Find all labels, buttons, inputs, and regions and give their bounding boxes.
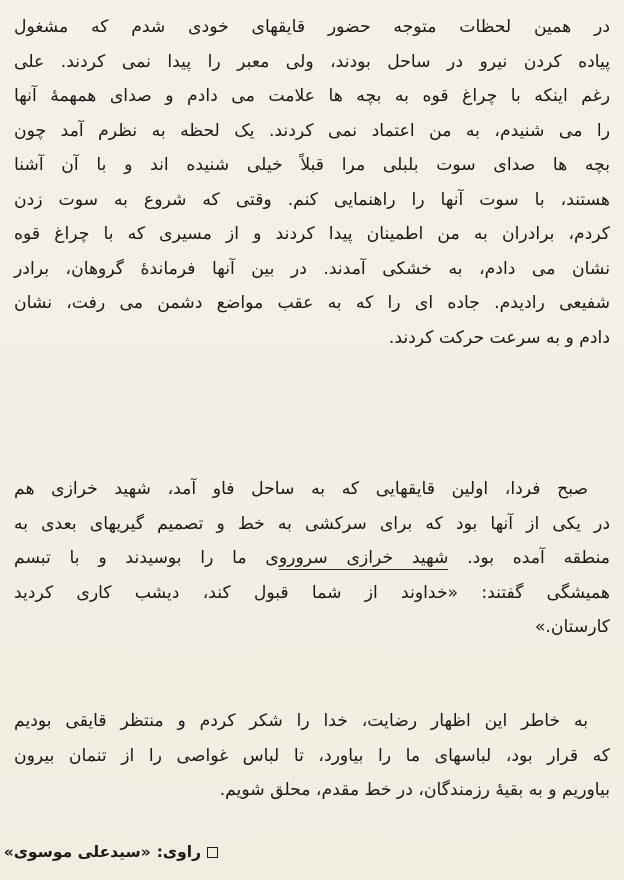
narrator-credit (4, 843, 218, 861)
text-line: هستند، با سوت آنها را راهنمایی کنم. وقتی که شروع به سوت زدن (14, 189, 610, 210)
text-line: صبح فردا، اولین قایقهایی که به ساحل فاو آمد، شهید خرازی هم (14, 479, 588, 499)
narrator-label: راوی: (156, 843, 201, 861)
text-line: همیشگی گفتند: «خداوند از شما قبول کند، دیشب کاری کردید (14, 582, 610, 603)
narrator-name: «سیدعلی موسوی» (3, 843, 151, 861)
underlined-name: شهید خرازی سرورو (278, 548, 449, 568)
paragraph-3 (14, 704, 610, 808)
text-line: بیاوریم و به بقیهٔ رزمندگان، در خط مقدم، محلق شویم. (219, 780, 610, 800)
paragraph-1 (14, 10, 610, 355)
text-line-with-underline (14, 541, 610, 576)
text-line: کردم، برادران به من اطمینان پیدا کردند و از مسیری که با چراغ قوه (14, 224, 610, 244)
text-segment: ی ما را بوسیدند و با تبسم (14, 548, 279, 568)
text-line: را می شنیدم، به من اعتماد نمی کردند. یک لحظه به نظرم آمد چون (14, 120, 610, 141)
text-line: رغم اینکه با چراغ قوه به بچه ها علامت می دادم و صدای همهمهٔ آنها (14, 86, 610, 106)
text-line: به خاطر این اظهار رضایت، خدا را شکر کردم و منتظر قایقی بودیم (14, 711, 588, 731)
text-line: نشان می دادم، به خشکی آمدند. در بین آنها فرماندهٔ گروهان، برادر (14, 258, 610, 279)
text-line: دادم و به سرعت حرکت کردند. (388, 327, 610, 348)
text-segment: منطقه آمده بود. (467, 548, 610, 568)
text-line: پیاده کردن نیرو در ساحل بودند، ولی معبر را پیدا نمی کردند. علی (14, 51, 610, 72)
text-line: که قرار بود، لباسهای ما را بیاورد، تا لباس غواصی را از تنمان بیرون (14, 745, 610, 766)
text-line: کارستان.» (534, 617, 610, 637)
text-line: بچه ها صدای سوت بلبلی مرا قبلاً خیلی شنیده اند و با آن آشنا (14, 155, 610, 175)
text-line: در یکی از آنها بود که برای سرکشی به خط و تصمیم گیریهای بعدی به (14, 513, 610, 534)
paragraph-2 (14, 472, 610, 645)
text-line: شفیعی رادیدم. جاده ای را که به عقب مواضع دشمن می رفت، نشان (14, 293, 610, 313)
text-line: در همین لحظات متوجه حضور قایقهای خودی شدم که مشغول (14, 17, 610, 37)
square-bullet-icon (207, 847, 218, 858)
